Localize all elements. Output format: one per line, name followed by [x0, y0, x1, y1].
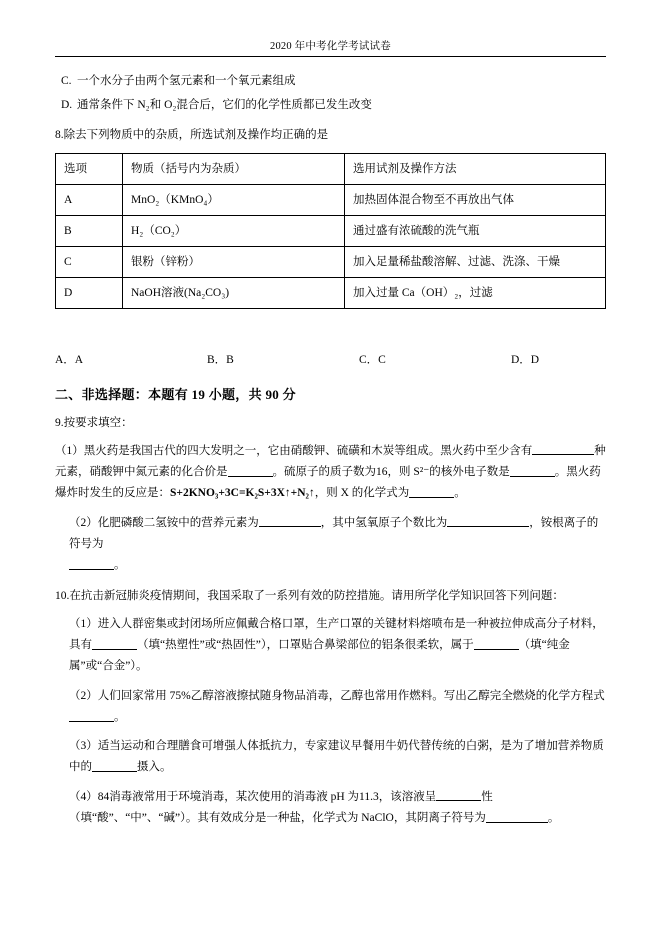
q10-blank-6[interactable]: [486, 811, 548, 823]
q10-blank-3[interactable]: [69, 710, 114, 722]
q10-p4-text-c: 。: [547, 811, 560, 824]
q10-p1-text-c: （填“纯金属”或“合金”）。: [69, 639, 570, 673]
table-header-row: [56, 153, 606, 184]
q9-p1-text-d: 。黑火药爆炸时发生的反应是：: [55, 466, 601, 500]
question-10-part-2: [55, 686, 606, 729]
q9-p2-text-b: ，其中氢氧原子个数比为: [320, 516, 448, 529]
q9-p2-text-d: 。: [114, 559, 126, 572]
q10-blank-1[interactable]: [92, 638, 137, 650]
q10-p3-text-a: （3）适当运动和合理膳食可增强人体抵抗力，专家建议早餐用牛奶代替传统的白粥，是为了增加营养物质中的: [69, 740, 604, 774]
answer-b: B．B: [207, 354, 234, 367]
q9-p1-text-b: 种元素，硝酸钾中氮元素的化合价是: [55, 444, 606, 479]
q9-p1-text-a: （1）黑火药是我国古代的四大发明之一，它由硝酸钾、硫磺和木炭等组成。黑火药中至少含有: [55, 444, 533, 457]
table-header-method: 选用试剂及操作方法: [345, 153, 606, 184]
cell-substance: 银粉（锌粉）: [123, 247, 345, 278]
q9-blank-7[interactable]: [69, 558, 114, 570]
question-10-part-1: [55, 614, 606, 678]
cell-method: 加热固体混合物至不再放出气体: [345, 184, 606, 215]
cell-method: 加入过量 Ca（OH）₂，过滤: [345, 278, 606, 309]
option-c-label: C.: [61, 75, 72, 87]
cell-substance: NaOH溶液(Na₂CO₃): [123, 278, 345, 309]
question-9-stem: 9.按要求填空：: [55, 417, 133, 430]
section-2-title: 二、非选择题：本题有 19 小题，共 90 分: [55, 387, 296, 403]
q9-p1-text-c: 。硫原子的质子数为16，则 S²⁻的核外电子数是: [272, 466, 510, 479]
question-10-part-4: [55, 787, 606, 830]
table-row: [56, 184, 606, 215]
question-9-part-1: [55, 441, 606, 505]
q9-blank-1[interactable]: [532, 444, 594, 456]
answer-d: D．D: [511, 354, 540, 367]
q9-p1-text-e: ，则 X 的化学式为: [314, 487, 410, 500]
table-header-option: 选项: [56, 153, 123, 184]
q9-blank-4[interactable]: [409, 486, 454, 498]
table-row: [56, 247, 606, 278]
question-8-table: [55, 153, 606, 309]
q10-p1-text-a: （1）进入人群密集或封闭场所应佩戴合格口罩，生产口罩的关键材料熔喷布是一种被拉伸成高分子材料，具有: [69, 617, 604, 651]
answer-c: C．C: [359, 354, 386, 367]
option-d-text: 通常条件下 N₂和 O₂混合后，它们的化学性质都已发生改变: [77, 99, 372, 112]
q9-blank-5[interactable]: [259, 515, 321, 527]
q10-p4-text-b: 性（填“酸”、“中”、“碱”）。其有效成分是一种盐，化学式为 NaClO，其阴离子符号为: [69, 790, 493, 824]
q10-p2-text-b: 。: [114, 710, 126, 723]
q10-blank-4[interactable]: [92, 760, 137, 772]
question-9-part-2: [55, 513, 606, 577]
option-c-text: 一个水分子由两个氢元素和一个氧元素组成: [77, 75, 296, 87]
q9-p2-text-c: ，铵根离子的符号为: [69, 516, 599, 550]
option-d-label: D.: [61, 99, 73, 112]
cell-substance: MnO₂（KMnO₄）: [123, 184, 345, 215]
table-row: [56, 278, 606, 309]
answer-a: A．A: [55, 354, 84, 367]
q9-p2-text-a: （2）化肥磷酸二氢铵中的营养元素为: [69, 516, 259, 529]
option-d: [55, 97, 606, 114]
cell-option: B: [56, 216, 123, 247]
cell-option: D: [56, 278, 123, 309]
q10-blank-5[interactable]: [436, 789, 481, 801]
cell-method: 通过盛有浓硫酸的洗气瓶: [345, 216, 606, 247]
table-row: [56, 216, 606, 247]
q9-blank-2[interactable]: [228, 465, 273, 477]
question-10-part-3: [55, 736, 606, 779]
q9-blank-6[interactable]: [447, 515, 529, 527]
question-10-stem: 10.在抗击新冠肺炎疫情期间，我国采取了一系列有效的防控措施。请用所学化学知识回答下列问题：: [55, 590, 564, 603]
option-c: [55, 73, 606, 90]
page-header: 2020 年中考化学考试试卷: [55, 0, 606, 57]
cell-substance: H₂（CO₂）: [123, 216, 345, 247]
q10-p2-text-a: （2）人们回家常用 75%乙醇溶液擦拭随身物品消毒，乙醇也常用作燃料。写出乙醇完全燃烧的化学方程式: [69, 689, 605, 702]
q9-blank-3[interactable]: [510, 465, 555, 477]
question-8-answers: [55, 351, 606, 367]
q10-p4-text-a: （4）84消毒液常用于环境消毒，某次使用的消毒液 pH 为11.3，该溶液呈: [69, 790, 437, 803]
question-8-stem: 8.除去下列物质中的杂质，所选试剂及操作均正确的是: [55, 128, 329, 141]
cell-option: C: [56, 247, 123, 278]
table-header-substance: 物质（括号内为杂质）: [123, 153, 345, 184]
q10-blank-2[interactable]: [474, 638, 519, 650]
q10-p3-text-b: 摄入。: [137, 761, 172, 774]
q10-p1-text-b: （填“热塑性”或“热固性”），口罩贴合鼻梁部位的铝条很柔软，属于: [137, 639, 474, 651]
cell-option: A: [56, 184, 123, 215]
q9-p1-text-f: 。: [454, 487, 466, 500]
q9-equation: S+2KNO₃+3C=K₂S+3X↑+N₂↑: [170, 487, 315, 500]
cell-method: 加入足量稀盐酸溶解、过滤、洗涤、干燥: [345, 247, 606, 278]
